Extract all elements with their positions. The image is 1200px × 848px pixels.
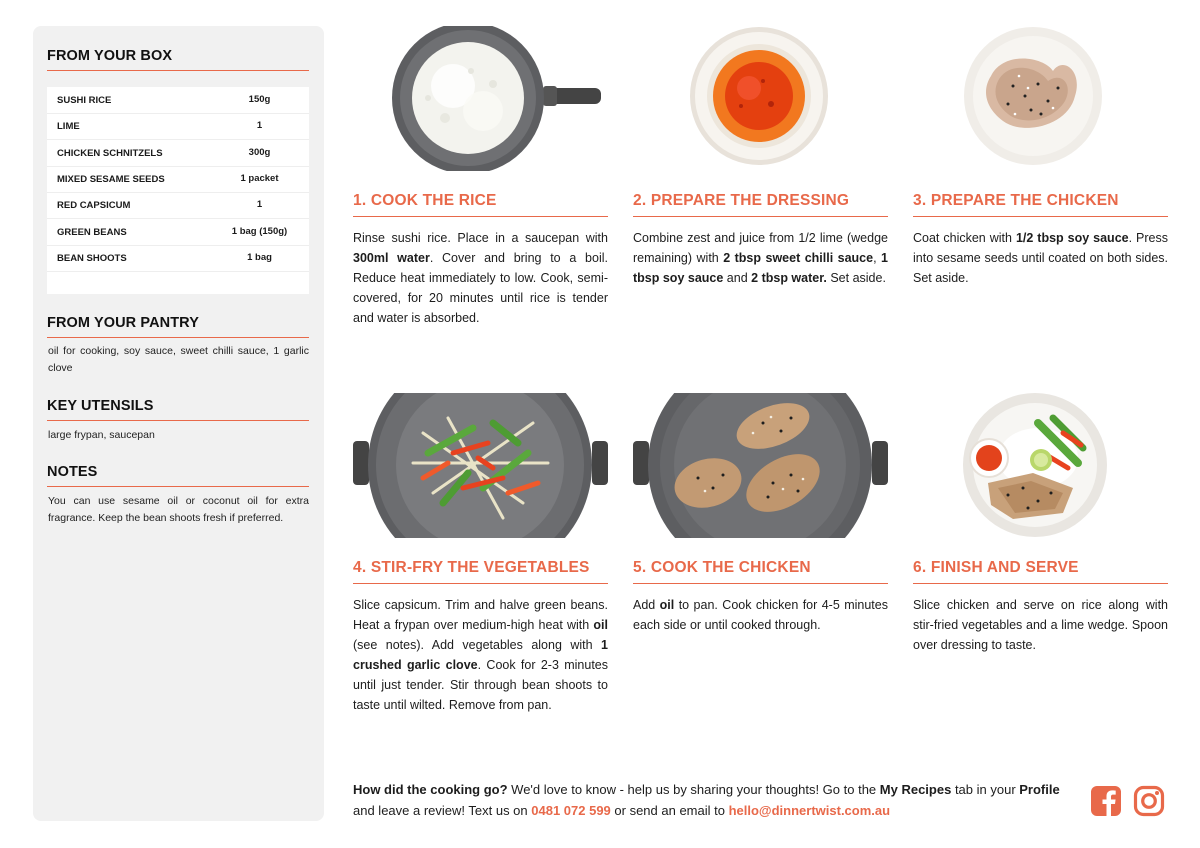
ingredients-sidebar	[33, 26, 324, 821]
bold-text: My Recipes	[879, 782, 952, 797]
box-ingredient-row	[47, 219, 309, 246]
step-1-body	[353, 228, 608, 328]
box-ingredient-row	[47, 245, 309, 272]
step-5-body	[633, 595, 888, 635]
step-2-title: 2. PREPARE THE DRESSING	[633, 192, 888, 217]
text: and leave a review! Text us on	[353, 803, 532, 818]
rice-saucepan-photo	[353, 26, 608, 171]
box-ingredients-table	[47, 87, 309, 294]
text: or send an email to	[610, 803, 729, 818]
step-6-title: 6. FINISH AND SERVE	[913, 559, 1168, 584]
bold-text: 2 tbsp sweet chilli sauce	[723, 251, 874, 265]
from-your-box-heading: FROM YOUR BOX	[47, 48, 309, 71]
utensils-text: large frypan, saucepan	[48, 429, 155, 441]
box-ingredient-row	[47, 166, 309, 193]
pantry-text: oil for cooking, soy sauce, sweet chilli sauce, 1 garlic clove	[48, 345, 309, 374]
facebook-icon[interactable]	[1090, 785, 1122, 817]
accent-text[interactable]: 0481 072 599	[531, 803, 611, 818]
step-1-title: 1. COOK THE RICE	[353, 192, 608, 217]
bold-text: 300ml water	[353, 251, 430, 265]
ingredient-quantity: 1	[256, 120, 263, 132]
sesame-chicken-plate-photo	[913, 26, 1168, 171]
text: ,	[873, 251, 882, 265]
ingredient-name: RED CAPSICUM	[57, 200, 131, 212]
ingredient-quantity: 150g	[248, 94, 271, 105]
text: Add	[633, 598, 660, 612]
ingredient-name: BEAN SHOOTS	[57, 252, 127, 264]
text: Slice chicken and serve on rice along with stir-fried vegetables and a lime wedge. Spoon over dressing to taste.	[913, 598, 1168, 652]
bold-text: Profile	[1019, 782, 1060, 797]
ingredient-name: LIME	[57, 121, 80, 133]
ingredient-name: SUSHI RICE	[57, 95, 112, 106]
text: . Cook for 2-3 minutes until just tender. Stir through bean shoots to taste until wilted. Remove from pan.	[353, 658, 609, 712]
text: . Press into sesame seeds until coated on both sides. Set aside.	[913, 231, 1169, 285]
text: Rinse sushi rice. Place in a saucepan with	[353, 231, 608, 245]
box-ingredient-row	[47, 140, 309, 167]
step-3-body	[913, 228, 1168, 288]
from-your-pantry-heading: FROM YOUR PANTRY	[47, 315, 309, 338]
ingredient-name: CHICKEN SCHNITZELS	[57, 147, 163, 159]
notes-heading: NOTES	[47, 464, 309, 487]
text: to pan. Cook chicken for 4-5 minutes each side or until cooked through.	[633, 598, 888, 632]
box-ingredient-row	[47, 192, 309, 219]
ingredient-name: MIXED SESAME SEEDS	[57, 173, 165, 185]
finished-plate-photo	[913, 393, 1168, 538]
bold-text: 1/2 tbsp soy sauce	[1015, 231, 1129, 245]
chicken-frypan-photo	[633, 393, 888, 538]
step-5-title: 5. COOK THE CHICKEN	[633, 559, 888, 584]
text: Set aside.	[826, 271, 886, 285]
ingredient-name: GREEN BEANS	[57, 226, 127, 238]
ingredient-quantity: 1 packet	[240, 172, 279, 184]
text: Coat chicken with	[913, 231, 1016, 245]
bold-text: oil	[593, 618, 608, 632]
step-3-title: 3. PREPARE THE CHICKEN	[913, 192, 1168, 217]
accent-text[interactable]: hello@dinnertwist.com.au	[728, 803, 891, 818]
step-6-body	[913, 595, 1168, 655]
text: and	[723, 271, 752, 285]
bold-text: How did the cooking go?	[353, 782, 508, 797]
bold-text: oil	[659, 598, 675, 612]
ingredient-quantity: 1	[256, 199, 263, 211]
text: (see notes). Add vegetables along with	[353, 638, 602, 652]
ingredient-quantity: 300g	[248, 146, 271, 158]
box-ingredient-row	[47, 87, 309, 114]
text: Combine zest and juice from 1/2 lime (wedge remaining) with	[633, 231, 888, 265]
stir-fry-vegetables-photo	[353, 393, 608, 538]
dressing-bowl-photo	[633, 26, 888, 171]
bold-text: 1 tbsp soy sauce	[633, 251, 888, 285]
bold-text: 2 tbsp water.	[751, 271, 827, 285]
box-ingredient-row	[47, 113, 309, 140]
feedback-footer	[353, 779, 1078, 821]
ingredient-quantity: 1 bag	[247, 251, 272, 263]
ingredient-quantity: 1 bag (150g)	[231, 225, 288, 237]
step-4-title: 4. STIR-FRY THE VEGETABLES	[353, 559, 608, 584]
bold-text: 1 crushed garlic clove	[353, 638, 608, 672]
text: Slice capsicum. Trim and halve green beans. Heat a frypan over medium-high heat with	[353, 598, 608, 632]
step-2-body	[633, 228, 888, 288]
step-4-body	[353, 595, 608, 715]
text: tab in your	[951, 782, 1020, 797]
text: . Cover and bring to a boil. Reduce heat immediately to low. Cook, semi-covered, for 20 minutes until rice is tender and water is absorbed.	[353, 251, 608, 325]
key-utensils-heading: KEY UTENSILS	[47, 398, 309, 421]
text: We'd love to know - help us by sharing your thoughts! Go to the	[507, 782, 880, 797]
notes-text: You can use sesame oil or coconut oil for extra fragrance. Keep the bean shoots fresh if preferred.	[48, 495, 309, 524]
instagram-icon[interactable]	[1133, 785, 1165, 817]
